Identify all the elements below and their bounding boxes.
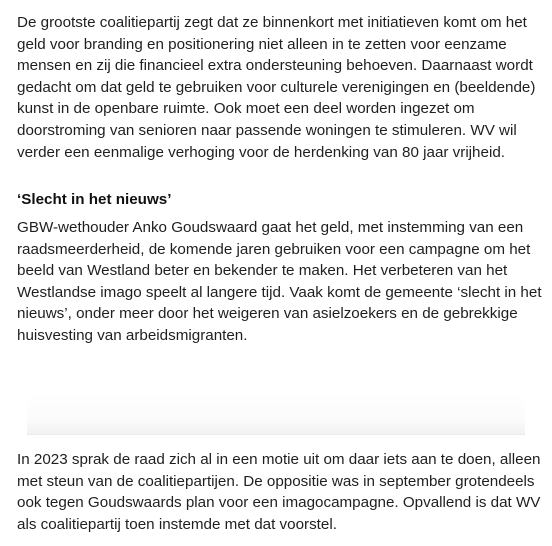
ad-placeholder — [27, 392, 525, 435]
article-paragraph: In 2023 sprak de raad zich al in een motie uit om daar iets aan te doen, alleen met steun van de coalitiepartijen. De oppositie was in september grotendeels ook tegen Goudswaards plan voor een imagocampagne. Opvallend is dat WV als coalitiepartij toen instemde met dat voorstel. — [17, 451, 541, 533]
article-paragraph: De grootste coalitiepartij zegt dat ze binnenkort met initiatieven komt om het geld voor branding en positionering niet alleen in te zetten voor eenzame mensen en zij die financieel extra ondersteuning behoeven. Daarnaast wordt gedacht om dat geld te gebruiken voor culturele verenigingen en (beeldende) kunst in de openbare ruimte. Ook moet een deel worden ingezet om doorstroming van senioren naar passende woningen te stimuleren. WV wil verder een eenmalige verhoging voor de herdenking van 80 jaar vrijheid. — [17, 14, 536, 161]
article-paragraph: GBW-wethouder Anko Goudswaard gaat het geld, met instemming van een raadsmeerderheid, de komende jaren gebruiken voor een campagne om het beeld van Westland beter en bekender te maken. Het verbeteren van het Westlandse imago speelt al langere tijd. Vaak komt de gemeente ‘slecht in het nieuws’, onder meer door het weigeren van asielzoekers en de gebrekkige huisvesting van arbeidsmigranten. — [17, 219, 542, 344]
section-heading: ‘Slecht in het nieuws’ — [17, 191, 172, 208]
